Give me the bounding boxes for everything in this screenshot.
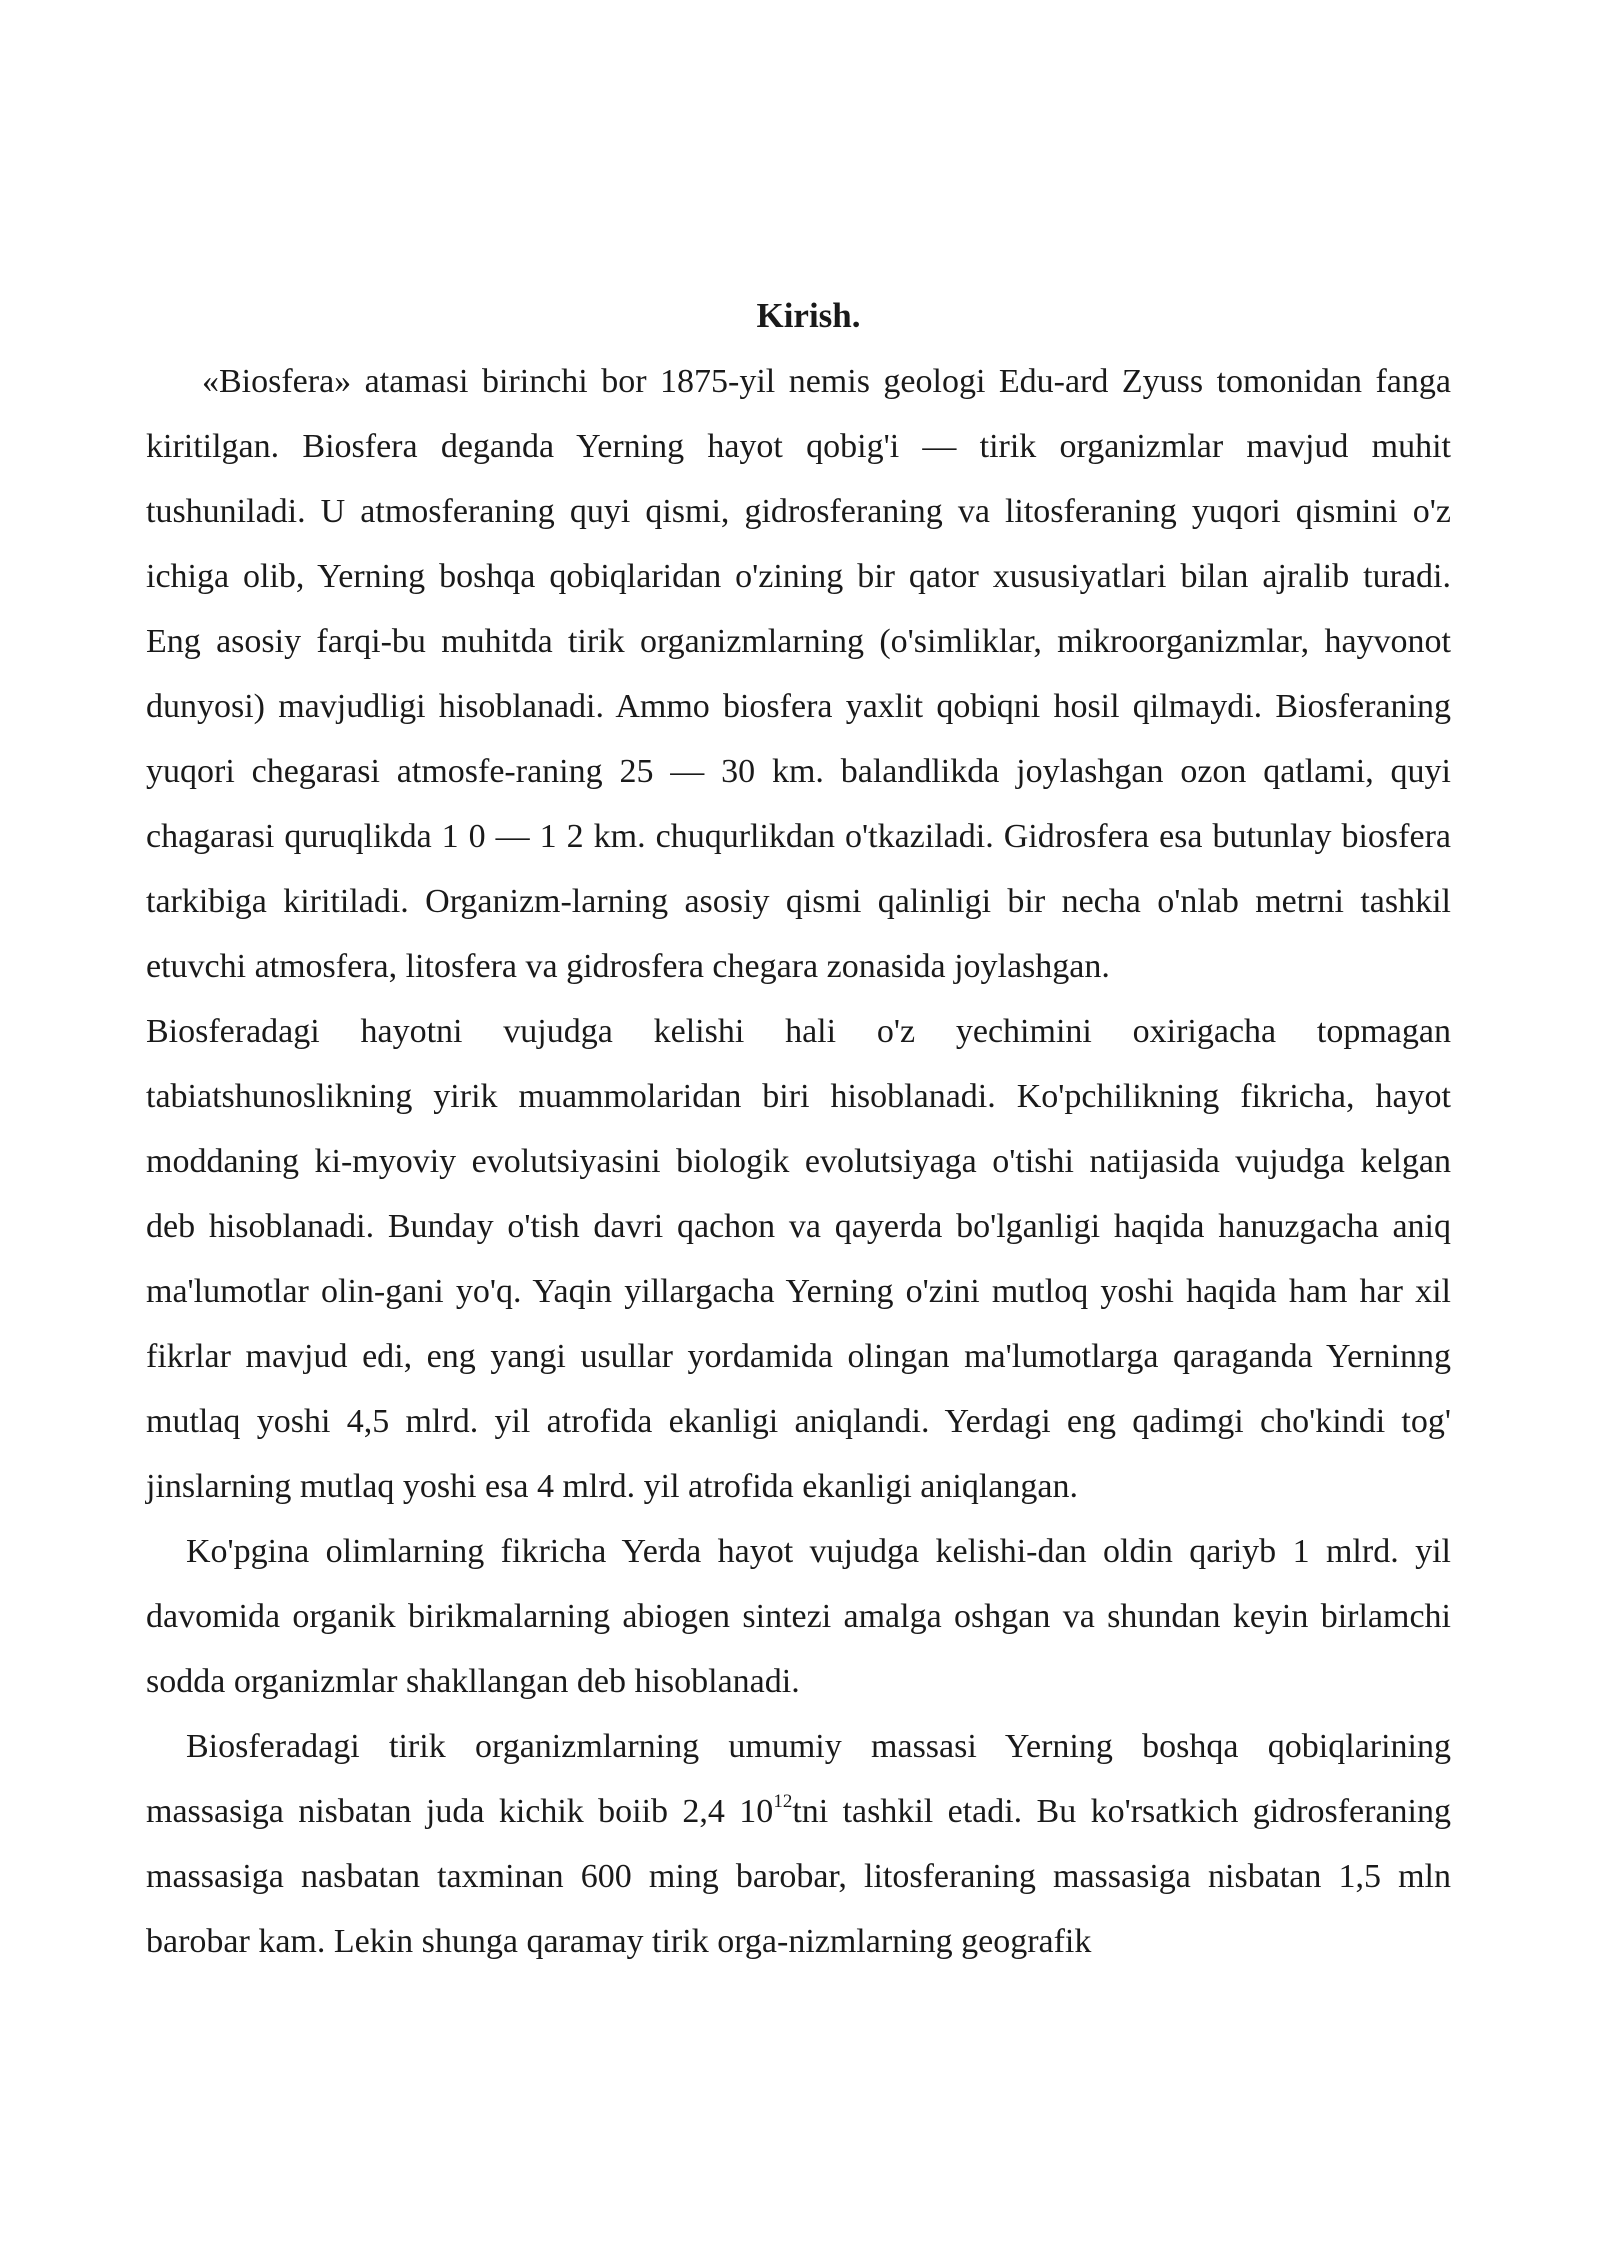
paragraph-origin-of-life: Biosferadagi hayotni vujudga kelishi hali o'z yechimini oxirigacha topmagan tabiatshunoslikning yirik muammolaridan biri hisoblanadi. Ko'pchilikning fikricha, hayot moddaning ki-myoviy evolutsiyasini biologik evolutsiyaga o'tishi natijasida vujudga kelgan deb hisoblanadi. Bunday o'tish davri qachon va qayerda bo'lganligi haqida hanuzgacha aniq ma'lumotlar olin-gani yo'q. Yaqin yillargacha Yerning o'zini mutloq yoshi haqida ham har xil fikrlar mavjud edi, eng yangi usullar yordamida olingan ma'lumotlarga qaraganda Yerninng mutlaq yoshi 4,5 mlrd. yil atrofida ekanligi aniqlandi. Yerdagi eng qadimgi cho'kindi tog' jinslarning mutlaq yoshi esa 4 mlrd. yil atrofida ekanligi aniqlangan. xyxy=(146,1013,1451,1505)
page-title: Kirish. xyxy=(756,296,861,335)
document-page xyxy=(146,285,1451,1974)
paragraph-abiogen-synthesis: Ko'pgina olimlarning fikricha Yerda hayot vujudga kelishi-dan oldin qariyb 1 mlrd. yil davomida organik birikmalarning abiogen sintezi amalga oshgan va shundan keyin birlamchi sodda organizmlar shakllangan deb hisoblanadi. xyxy=(146,1533,1451,1700)
paragraph-biomass xyxy=(146,1714,1451,1974)
paragraph-biomass-text-start: Biosferadagi tirik organizmlarning umumiy massasi Yerning boshqa qobiqlarining massasiga nisbatan juda kichik boiib 2,4 10 xyxy=(146,1728,1451,1830)
exponent-superscript: 12 xyxy=(773,1791,793,1812)
paragraph-biosfera-definition: «Biosfera» atamasi birinchi bor 1875-yil nemis geologi Edu-ard Zyuss tomonidan fanga kiritilgan. Biosfera deganda Yerning hayot qobig'i — tirik organizmlar mavjud muhit tushuniladi. U atmosferaning quyi qismi, gidrosferaning va litosferaning yuqori qismini o'z ichiga olib, Yerning boshqa qobiqlaridan o'zining bir qator xususiyatlari bilan ajralib turadi. Eng asosiy farqi-bu muhitda tirik organizmlarning (o'simliklar, mikroorganizmlar, hayvonot dunyosi) mavjudligi hisoblanadi. Ammo biosfera yaxlit qobiqni hosil qilmaydi. Biosferaning yuqori chegarasi atmosfe-raning 25 — 30 km. balandlikda joylashgan ozon qatlami, quyi chagarasi quruqlikda 1 0 — 1 2 km. chuqurlikdan o'tkaziladi. Gidrosfera esa butunlay biosfera tarkibiga kiritiladi. Organizm-larning asosiy qismi qalinligi bir necha o'nlab metrni tashkil etuvchi atmosfera, litosfera va gidrosfera chegara zonasida joylashgan. xyxy=(146,363,1451,985)
paragraph-biomass-text-end: tni tashkil etadi. Bu ko'rsatkich gidrosferaning massasiga nasbatan taxminan 600 ming barobar, litosferaning massasiga nisbatan 1,5 mln barobar kam. Lekin shunga qaramay tirik orga-nizmlarning geografik xyxy=(146,1793,1451,1960)
